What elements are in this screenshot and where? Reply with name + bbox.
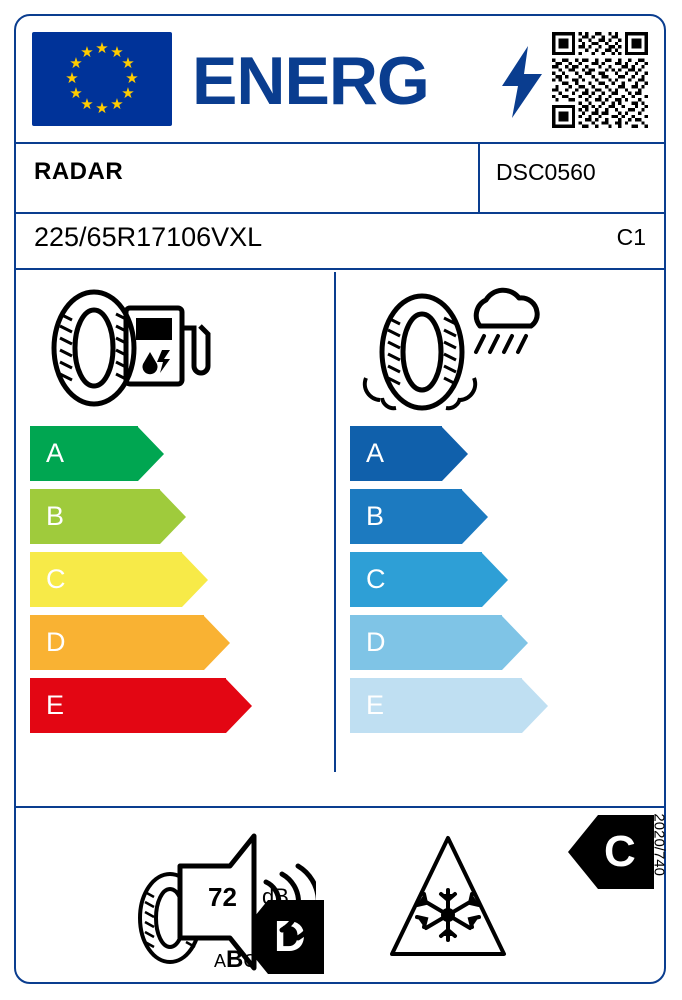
eu-star-icon: ★	[121, 55, 135, 72]
wet-grade-b	[350, 489, 488, 544]
energy-label-card	[14, 14, 666, 984]
wet-grade-letter: E	[366, 690, 385, 720]
qr-code-icon	[552, 32, 648, 128]
rain-cloud-icon	[476, 290, 537, 352]
eu-star-icon: ★	[110, 95, 124, 113]
fuel-grade-row	[16, 678, 334, 733]
wet-grade-letter: C	[366, 564, 386, 594]
arrow-tip-icon	[204, 616, 230, 670]
eu-star-icon: ★	[65, 70, 79, 87]
tyre-size: 225/65R17106VXL	[34, 222, 263, 252]
fuel-grade-row	[16, 615, 334, 670]
fuel-grade-b	[30, 489, 186, 544]
fuel-grade-letter: A	[46, 438, 65, 468]
fuel-grade-d	[30, 615, 230, 670]
eu-star-icon: ★	[125, 70, 139, 87]
arrow-tip-icon	[442, 427, 468, 481]
wet-grade-letter: B	[366, 501, 385, 531]
brand-name: RADAR	[34, 158, 124, 185]
wet-grade-c	[350, 552, 508, 607]
divider	[16, 142, 664, 144]
wet-grade-d	[350, 615, 528, 670]
arrow-tip-icon	[522, 679, 548, 733]
wet-grade-row	[336, 489, 666, 544]
noise-class-b: B	[226, 946, 244, 973]
wet-grade-row	[336, 615, 666, 670]
lightning-bolt-icon	[502, 46, 542, 118]
fuel-pump-icon	[126, 308, 208, 384]
eu-star-icon: ★	[95, 100, 109, 117]
wet-grade-row	[336, 426, 666, 481]
tyre-icon	[54, 292, 134, 404]
wet-grade-row	[336, 552, 666, 607]
noise-class-a: A	[214, 951, 227, 971]
fuel-grade-letter: C	[46, 564, 66, 594]
noise-unit: dB	[262, 884, 289, 909]
fuel-grade-a	[30, 426, 164, 481]
wet-grade-e	[350, 678, 548, 733]
model-code: DSC0560	[496, 159, 596, 185]
fuel-grade-c	[30, 552, 208, 607]
fuel-grade-letter: B	[46, 501, 65, 531]
eu-star-icon: ★	[80, 95, 94, 113]
noise-class-scale	[214, 946, 256, 974]
fuel-grade-letter: D	[46, 627, 66, 657]
fuel-grade-e	[30, 678, 252, 733]
arrow-tip-icon	[502, 616, 528, 670]
snowflake-mountain-icon	[392, 838, 504, 954]
label-year: 2020/740	[651, 813, 668, 876]
eu-star-icon: ★	[95, 40, 109, 57]
wet-grade-a	[350, 426, 468, 481]
fuel-grade-row	[16, 426, 334, 481]
arrow-tip-icon	[226, 679, 252, 733]
wet-grip-pictograms	[336, 286, 666, 426]
arrow-tip-icon	[182, 553, 208, 607]
fuel-result-letter: D	[274, 912, 306, 961]
arrow-tip-icon	[482, 553, 508, 607]
arrow-tip-icon	[160, 490, 186, 544]
eu-star-icon: ★	[69, 85, 83, 102]
wet-grade-scale	[336, 426, 666, 741]
snow-grip-group	[386, 828, 516, 978]
fuel-grade-row	[16, 489, 334, 544]
wet-grade-row	[336, 678, 666, 733]
fuel-grade-row	[16, 552, 334, 607]
label-header	[16, 16, 664, 142]
eu-star-icon: ★	[110, 44, 124, 62]
arrow-tip-icon	[138, 427, 164, 481]
wet-grade-letter: D	[366, 627, 386, 657]
tyre-wet-icon	[365, 296, 475, 408]
noise-group	[136, 828, 306, 978]
page-title: ENERG	[192, 43, 429, 119]
eu-star-icon: ★	[80, 44, 94, 62]
divider	[16, 212, 664, 214]
noise-value: 72	[208, 882, 237, 912]
noise-and-snow-panel	[16, 808, 664, 984]
wet-result-letter: C	[604, 827, 636, 876]
fuel-pictograms	[16, 286, 334, 426]
tyre-class: C1	[616, 224, 646, 250]
noise-class-c: C	[243, 951, 257, 971]
fuel-grade-letter: E	[46, 690, 65, 720]
eu-flag-icon	[32, 32, 172, 126]
eu-star-icon: ★	[69, 55, 83, 72]
eu-star-icon: ★	[121, 85, 135, 102]
fuel-grade-scale	[16, 426, 334, 741]
divider	[478, 142, 480, 212]
arrow-tip-icon	[462, 490, 488, 544]
wet-grade-letter: A	[366, 438, 385, 468]
